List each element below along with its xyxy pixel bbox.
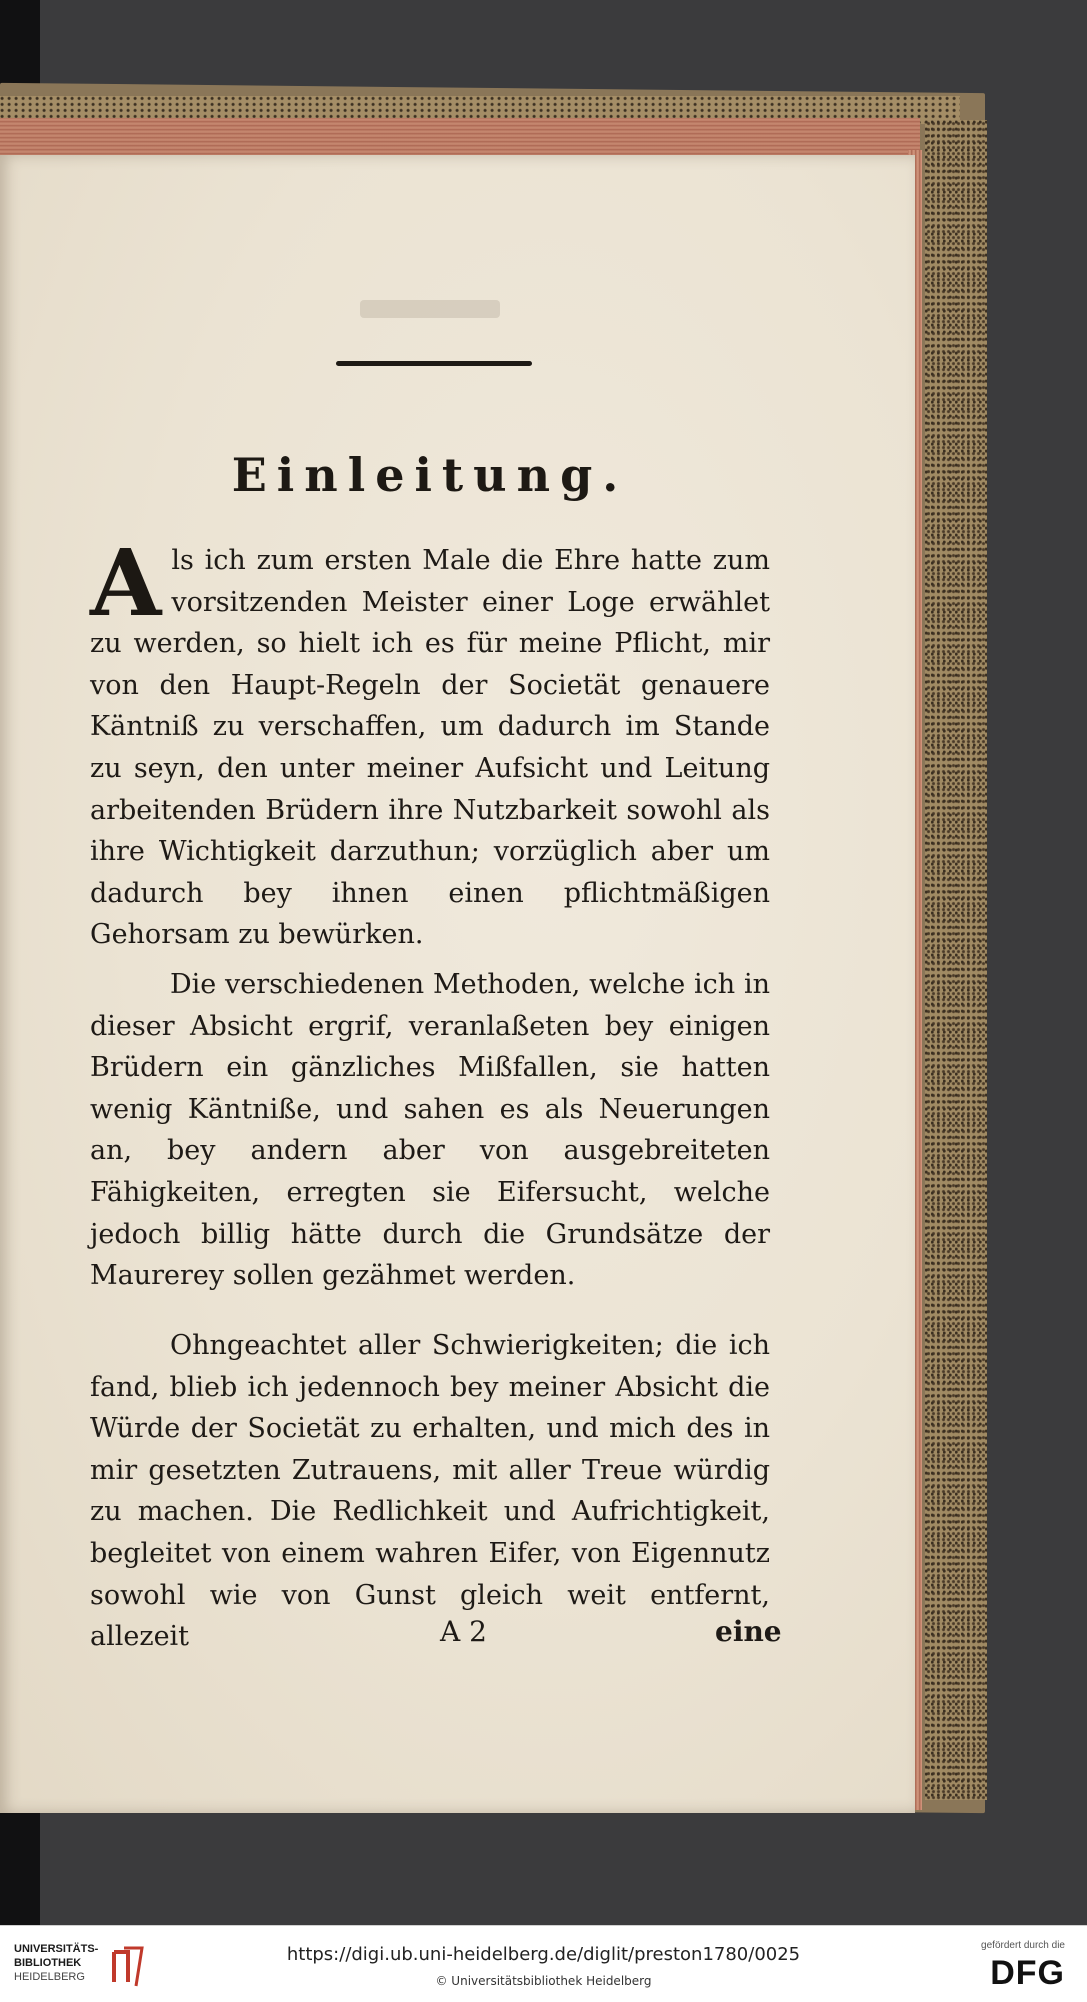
catchword: eine [715,1615,782,1648]
decorative-rule [336,361,532,366]
red-edge-top [0,118,920,158]
paragraph-3 [90,1325,770,1658]
dfg-logo[interactable]: DFG [990,1954,1065,1992]
paragraph-2-text: Die verschiedenen Methoden, welche ich in dieser Absicht ergrif, veranlaßeten bey einigen Brüdern ein gänzliches Mißfallen, sie hatten wenig Käntniße, und sahen es als Neuerungen an, bey andern aber von ausgebreiteten Fähigkeiten, erregten sie Eifersucht, welche jedoch billig hätte durch die Grundsätze der Maurerey sollen gezähmet werden. [90,969,770,1292]
paragraph-1 [90,529,770,956]
viewer-footer [0,1925,1087,2002]
funding-note: gefördert durch die [981,1940,1065,1951]
logo-line-3: HEIDELBERG [14,1971,85,1983]
signature-mark: A 2 [440,1615,487,1648]
permalink-url[interactable]: https://digi.ub.uni-heidelberg.de/diglit/preston1780/0025 [286,1944,801,1965]
drop-cap: A [90,529,162,637]
page-heading: Einleitung. [231,448,629,502]
paragraph-1-text: ls ich zum ersten Male die Ehre hatte zum vorsitzenden Meister einer Loge erwählet zu werden, so hielt ich es für meine Pflicht, mir von den Haupt-Regeln der Societät genauere Käntniß zu verschaffen, um dadurch im Stande zu seyn, den unter meiner Aufsicht und Leitung arbeitenden Brüdern ihre Nutzbarkeit sowohl als ihre Wichtigkeit darzuthun; vorzüglich aber um dadurch bey ihnen einen pflichtmäßigen Gehorsam zu bewürken. [90,545,770,951]
page-edge-right [925,120,987,1800]
paragraph-3-text: Ohngeachtet aller Schwierigkeiten; die ich fand, blieb ich jedennoch bey meiner Absicht die Würde der Societät zu erhalten, und mich des in mir gesetzten Zutrauens, mit aller Treue würdig zu machen. Die Redlichkeit und Aufrichtigkeit, begleitet von einem wahren Eifer, von Eigennutz sowohl wie von Gunst gleich weit entfernt, allezeit [90,1330,770,1653]
ink-bleed [360,300,500,318]
logo-line-2: BIBLIOTHEK [14,1957,82,1969]
paragraph-2 [90,964,770,1297]
copyright-notice: © Universitätsbibliothek Heidelberg [435,1974,652,1988]
logo-line-1: UNIVERSITÄTS- [14,1943,99,1955]
